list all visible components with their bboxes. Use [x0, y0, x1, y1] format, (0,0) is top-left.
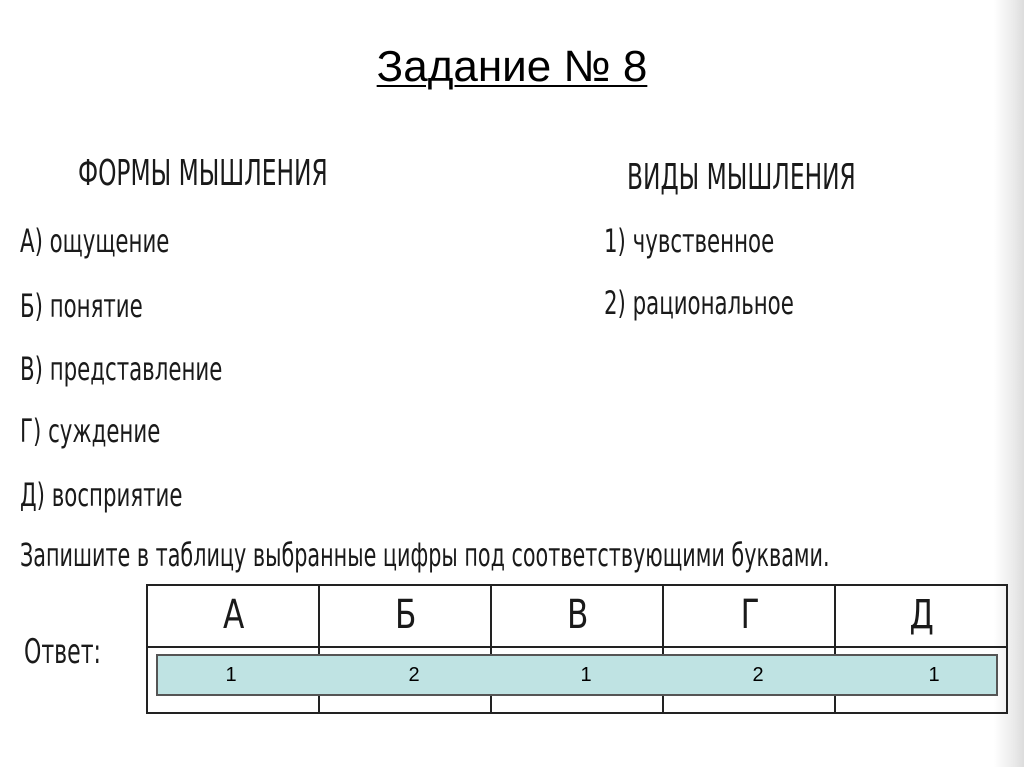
table-header-g: Г — [740, 592, 760, 638]
answer-cell-g: 2 — [752, 664, 764, 686]
slide-title: Задание № 8 — [376, 42, 648, 91]
answer-cell-b: 2 — [408, 664, 420, 686]
instruction-text: Запишите в таблицу выбранные цифры под соответствующими буквами. — [20, 536, 830, 574]
forms-heading: ФОРМЫ МЫШЛЕНИЯ — [78, 153, 328, 194]
table-header-a: А — [223, 592, 245, 638]
table-row-divider — [148, 646, 1006, 648]
form-item-g: Г) суждение — [20, 412, 161, 450]
table-header-b: Б — [395, 592, 417, 638]
answer-cell-d: 1 — [928, 664, 940, 686]
kind-item-1: 1) чувственное — [604, 222, 775, 260]
form-item-b: Б) понятие — [20, 287, 143, 325]
table-header-v: В — [567, 592, 589, 638]
table-header-d: Д — [909, 592, 935, 638]
kinds-heading: ВИДЫ МЫШЛЕНИЯ — [627, 157, 856, 198]
form-item-v: В) представление — [20, 350, 223, 388]
kind-item-2: 2) рациональное — [604, 284, 794, 322]
answer-cell-a: 1 — [225, 664, 237, 686]
answer-label: Ответ: — [24, 632, 101, 672]
answer-cell-v: 1 — [580, 664, 592, 686]
form-item-a: А) ощущение — [20, 222, 170, 260]
form-item-d: Д) восприятие — [20, 476, 183, 514]
